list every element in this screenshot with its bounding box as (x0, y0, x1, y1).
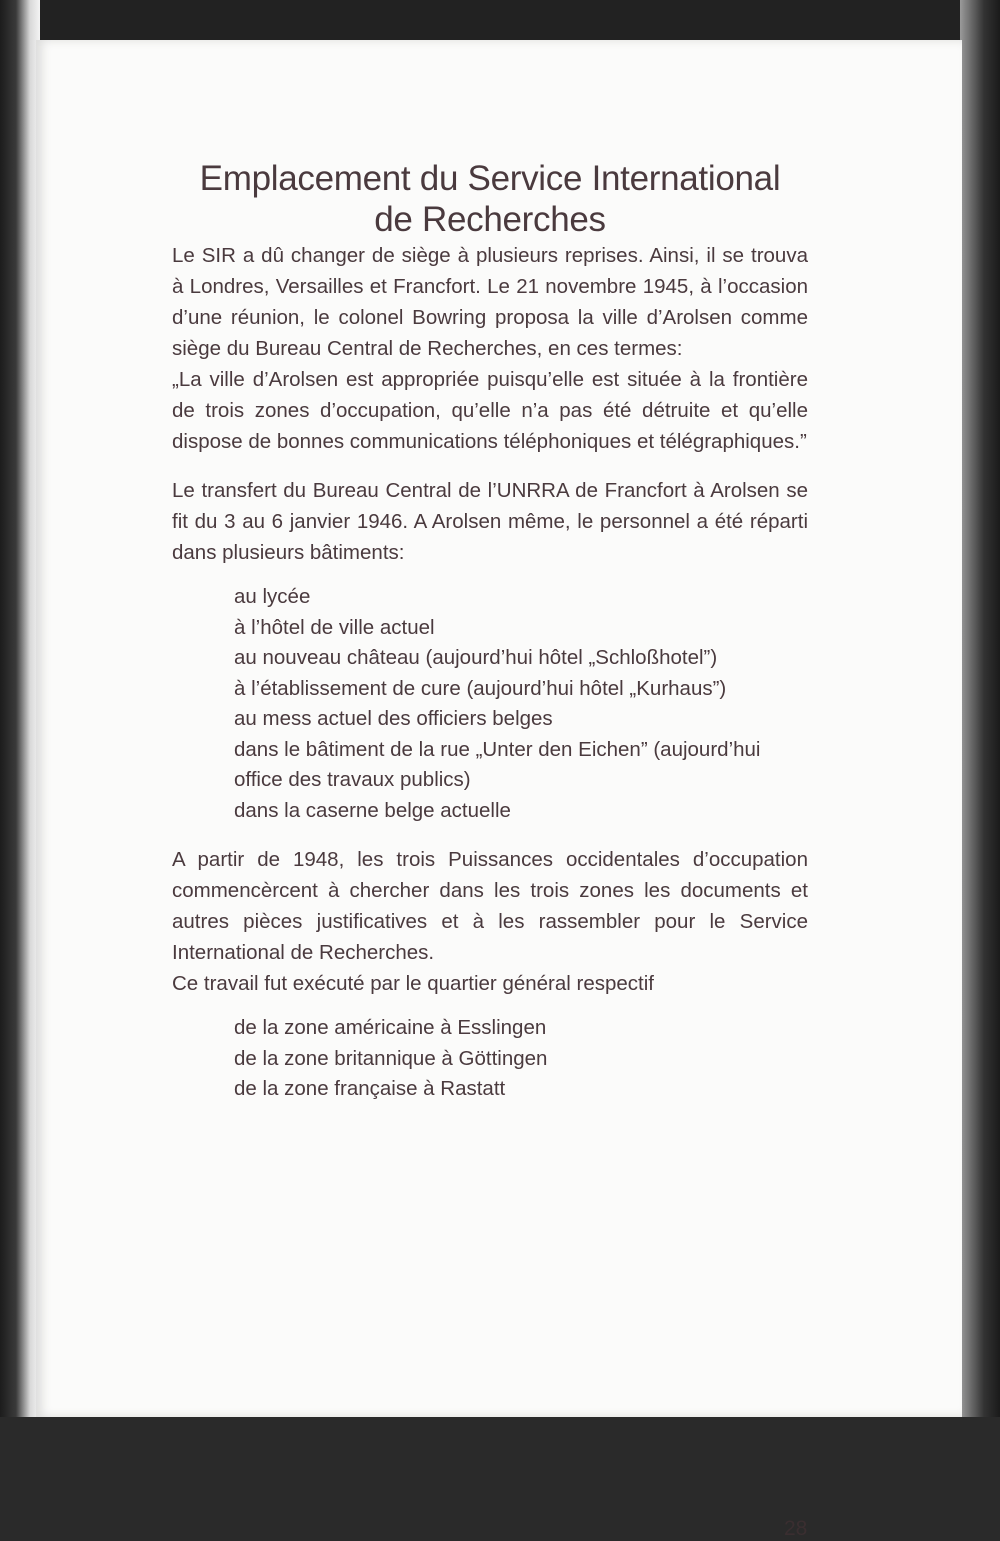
document-page (36, 40, 962, 1540)
paragraph-transfer: Le transfert du Bureau Central de l’UNRRA de Francfort à Arolsen se fit du 3 au 6 janvier 1946. A Arolsen même, le personnel a été réparti dans plusieurs bâtiments: (172, 479, 808, 564)
list-item: à l’établissement de cure (aujourd’hui hôtel „Kurhaus”) (234, 676, 727, 700)
scan-border-right (960, 0, 1000, 1417)
list-item: au mess actuel des officiers belges (234, 707, 553, 730)
list-item: dans le bâtiment de la rue „Unter den Eichen” (aujourd’hui office des travaux publics) (234, 737, 761, 791)
paragraph-executed: Ce travail fut exécuté par le quartier général respectif (172, 972, 655, 995)
paragraph-quote: „La ville d’Arolsen est appropriée puisqu’elle est située à la frontière de trois zones d’occupation, qu’elle n’a pas été détruite et qu’elle dispose de bonnes communications téléphoniques et télégraphiques.” (172, 368, 808, 453)
zones-list (172, 1013, 808, 1105)
paragraph-1948: A partir de 1948, les trois Puissances occidentales d’occupation commencèrcent à chercher dans les trois zones les documents et autres pièces justificatives et à les rassembler pour le Service International de Recherches. (172, 848, 808, 964)
list-item: au nouveau château (aujourd’hui hôtel „Schloßhotel”) (234, 646, 718, 669)
page-number: 28 (784, 1517, 808, 1540)
page-title (172, 158, 808, 240)
scan-border-left (0, 0, 40, 1417)
page-content (172, 158, 808, 1105)
list-item: de la zone britannique à Göttingen (234, 1046, 548, 1070)
title-line-1: Emplacement du Service International (199, 159, 781, 198)
buildings-list (172, 582, 808, 826)
list-item: de la zone américaine à Esslingen (234, 1016, 547, 1039)
list-item: de la zone française à Rastatt (234, 1077, 506, 1100)
list-item: dans la caserne belge actuelle (234, 798, 511, 822)
list-item: à l’hôtel de ville actuel (234, 615, 435, 639)
list-item: au lycée (234, 585, 311, 608)
title-line-2: de Recherches (374, 200, 606, 239)
scan-border-top (0, 0, 1000, 42)
paragraph-intro: Le SIR a dû changer de siège à plusieurs reprises. Ainsi, il se trouva à Londres, Versailles et Francfort. Le 21 novembre 1945, à l’occasion d’une réunion, le colonel Bowring proposa la ville d’Arolsen comme siège du Bureau Central de Recherches, en ces termes: (172, 244, 808, 360)
